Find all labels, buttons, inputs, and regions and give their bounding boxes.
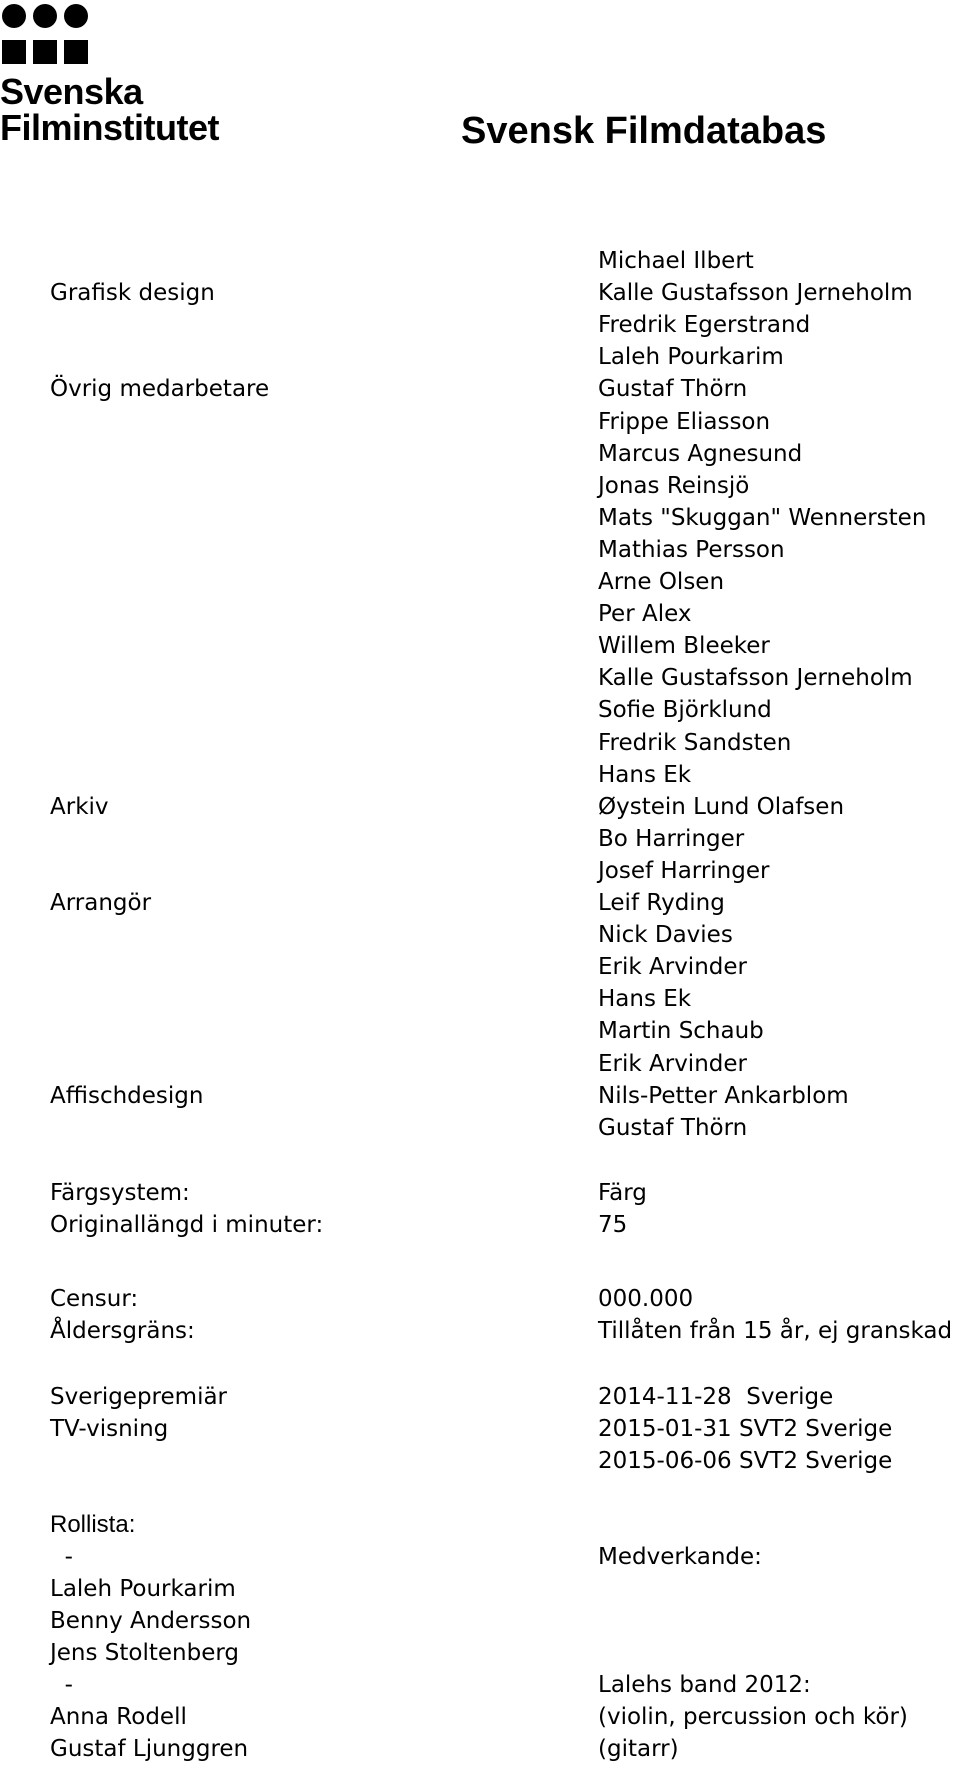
credit-name: Kalle Gustafsson Jerneholm	[598, 280, 913, 306]
censor-label: Censur:	[50, 1286, 139, 1312]
credit-name: Marcus Agnesund	[598, 441, 803, 467]
cast-member: -	[50, 1544, 73, 1570]
credit-name: Gustaf Thörn	[598, 376, 748, 402]
logo-text-line2: Filminstitutet	[0, 107, 219, 148]
tv-label: TV-visning	[50, 1416, 169, 1442]
credit-role-label: Arrangör	[50, 890, 152, 916]
credit-name: Per Alex	[598, 601, 692, 627]
credit-name: Mats "Skuggan" Wennersten	[598, 505, 927, 531]
credit-name: Leif Ryding	[598, 890, 725, 916]
censor-value: 000.000	[598, 1286, 694, 1312]
credit-name: Øystein Lund Olafsen	[598, 794, 845, 820]
credit-name: Bo Harringer	[598, 826, 745, 852]
logo-square-3	[64, 40, 88, 64]
credit-name: Michael Ilbert	[598, 248, 754, 274]
credit-name: Laleh Pourkarim	[598, 344, 784, 370]
credit-name: Martin Schaub	[598, 1018, 764, 1044]
cast-member: Laleh Pourkarim	[50, 1576, 236, 1602]
cast-member: Anna Rodell	[50, 1704, 187, 1730]
color-system-value: Färg	[598, 1180, 647, 1206]
logo-mark-icon	[2, 4, 92, 72]
credit-name: Erik Arvinder	[598, 1051, 747, 1077]
cast-member: -	[50, 1672, 73, 1698]
credit-name: Nils-Petter Ankarblom	[598, 1083, 849, 1109]
logo-square-1	[2, 40, 26, 64]
cast-member: Gustaf Ljunggren	[50, 1736, 249, 1762]
credit-name: Frippe Eliasson	[598, 409, 771, 435]
credit-name: Hans Ek	[598, 986, 692, 1012]
tv-value: 2015-01-31 SVT2 Sverige	[598, 1416, 893, 1442]
cast-role: Medverkande:	[598, 1544, 762, 1570]
credit-name: Arne Olsen	[598, 569, 725, 595]
cast-heading: Rollista:	[50, 1511, 136, 1538]
credit-name: Fredrik Egerstrand	[598, 312, 811, 338]
age-limit-label: Åldersgräns:	[50, 1318, 195, 1344]
credit-name: Erik Arvinder	[598, 954, 747, 980]
premiere-value: 2014-11-28 Sverige	[598, 1384, 834, 1410]
cast-role: (violin, percussion och kör)	[598, 1704, 908, 1730]
credit-role-label: Affischdesign	[50, 1083, 204, 1109]
length-label: Originallängd i minuter:	[50, 1212, 324, 1238]
credit-role-label: Arkiv	[50, 794, 109, 820]
cast-member: Benny Andersson	[50, 1608, 252, 1634]
length-value: 75	[598, 1212, 628, 1238]
logo-dot-3	[64, 4, 88, 28]
age-limit-value: Tillåten från 15 år, ej granskad	[598, 1318, 953, 1344]
logo-square-2	[33, 40, 57, 64]
credit-name: Willem Bleeker	[598, 633, 770, 659]
logo-dot-2	[33, 4, 57, 28]
credit-name: Nick Davies	[598, 922, 733, 948]
credit-name: Sofie Björklund	[598, 697, 772, 723]
logo-text-line1: Svenska	[0, 71, 143, 112]
svenska-filminstitutet-logo	[0, 0, 240, 150]
cast-role: (gitarr)	[598, 1736, 679, 1762]
page-title: Svensk Filmdatabas	[461, 110, 827, 152]
logo-dot-1	[2, 4, 26, 28]
credit-name: Josef Harringer	[598, 858, 770, 884]
credit-name: Kalle Gustafsson Jerneholm	[598, 665, 913, 691]
credit-name: Fredrik Sandsten	[598, 730, 792, 756]
color-system-label: Färgsystem:	[50, 1180, 190, 1206]
credit-name: Gustaf Thörn	[598, 1115, 748, 1141]
premiere-label: Sverigepremiär	[50, 1384, 228, 1410]
credit-role-label: Grafisk design	[50, 280, 215, 306]
credit-name: Jonas Reinsjö	[598, 473, 750, 499]
tv-value: 2015-06-06 SVT2 Sverige	[598, 1448, 893, 1474]
credit-name: Mathias Persson	[598, 537, 785, 563]
credit-name: Hans Ek	[598, 762, 692, 788]
credit-role-label: Övrig medarbetare	[50, 376, 270, 402]
cast-role: Lalehs band 2012:	[598, 1672, 811, 1698]
cast-member: Jens Stoltenberg	[50, 1640, 240, 1666]
